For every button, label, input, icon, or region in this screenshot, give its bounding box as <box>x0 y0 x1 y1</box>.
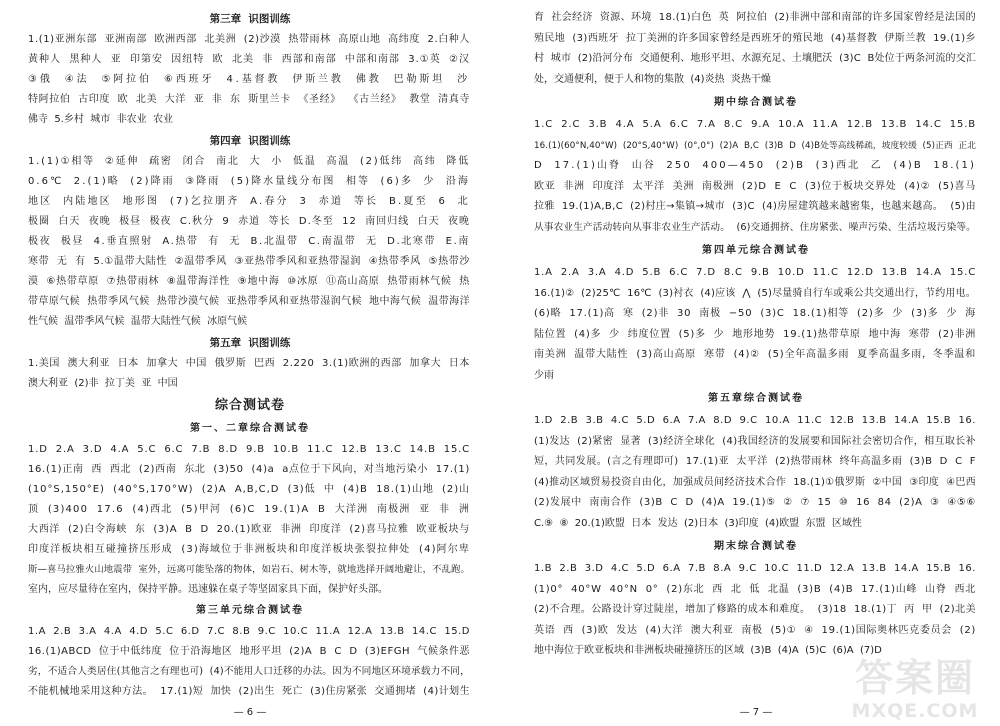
answer-line: 英语 西 (3)欧 发达 (4)大洋 澳大利亚 南极 (5)① ④ 19.(1)国际奥林匹克委员会 (2) <box>534 624 976 636</box>
answer-line: 欧亚 非洲 印度洋 太平洋 美洲 南极洲 (2)D E C (3)位于板块交界处 (4)② (5)喜马 <box>534 180 976 192</box>
right-page <box>534 0 978 726</box>
part-heading: 综合测试卷 <box>214 398 285 413</box>
test-heading: 第三单元综合测试卷 <box>196 605 304 616</box>
answer-line: 陆位置 (4)多 少 纬度位置 (5)多 少 地形地势 19.(1)热带草原 地中海 寒带 (2)非洲 <box>534 328 976 340</box>
answer-line: 1.B 2.B 3.D 4.C 5.D 6.A 7.B 8.A 9.C 10.C 11.D 12.A 13.B 14.A 15.B 16. <box>534 563 976 574</box>
answer-line: 16.(1)② (2)25℃ 16℃ (3)衬衣 (4)应该 ⋀ (5)尽量骑自行车或乘公共交通出行，节约用电。 <box>534 287 976 299</box>
answer-line: 1.A 2.B 3.A 4.A 4.D 5.C 6.D 7.C 8.B 9.C 10.C 11.A 12.A 13.B 14.C 15.D <box>28 626 470 637</box>
answer-line: (1)0° 40°W 40°N 0° (2)东北 西 北 低 北温 (3)B (4)B 17.(1)山峰 山脊 西北 <box>534 583 976 595</box>
answer-line: 1.(1)亚洲东部 亚洲南部 欧洲西部 北美洲 (2)沙漠 热带雨林 高原山地 高纬度 2.白种人 <box>28 34 470 45</box>
answer-line: 不能机械地采用这种方法。 17.(1)短 加快 (2)出生 死亡 (3)住房紧张 交通拥堵 (4)计划生 <box>28 686 470 697</box>
answer-line: 育 社会经济 资源、环境 18.(1)白色 英 阿拉伯 (2)非洲中部和南部的许多国家曾经是法国的 <box>534 12 976 23</box>
answer-line: 地中海位于欧亚板块和非洲板块碰撞挤压的区域 (3)B (4)A (5)C (6)A (7)D <box>534 645 882 656</box>
section-heading: 第五章 识图训练 <box>209 337 291 349</box>
answer-line: 1.美国 澳大利亚 日本 加拿大 中国 俄罗斯 巴西 2.220 3.(1)欧洲的西部 加拿大 日本 <box>28 358 470 369</box>
answer-line: 澳大利亚 (2)非 拉丁美 亚 中国 <box>28 378 178 389</box>
answer-line: 极夜 极昼 4.垂直照射 A.热带 有 无 B.北温带 C.南温带 无 D.北寒带 E.南 <box>28 236 470 247</box>
answer-line: 极圈 白天 夜晚 极昼 极夜 C.秋分 9 赤道 等长 D.冬至 12 南回归线 白天 夜晚 <box>28 216 470 227</box>
answer-line: 1.(1)①相等 ②延伸 疏密 闭合 南北 大 小 低温 高温 (2)低纬 高纬 降低 <box>28 156 470 167</box>
answer-line: 顶 (3)400 17.6 (4)西北 (5)甲河 (6)C 19.(1)A B 大洋洲 南极洲 亚 非 洲 <box>28 504 470 515</box>
answer-line: D 17.(1)山脊 山谷 250 400—450 (2)B (3)西北 乙 (4)B 18.(1) <box>534 160 976 171</box>
section-heading: 第四章 识图训练 <box>209 135 291 147</box>
answer-line: 劣，不适合人类居住(其他言之有理也可) (4)不能用人口迁移的办法。因为不同地区环境承载力不同， <box>28 666 470 677</box>
answer-line: 寒带 无 有 5.①温带大陆性 ②温带季风 ③亚热带季风和亚热带湿润 ④热带季风 ⑤热带沙 <box>28 256 470 267</box>
answer-line: 漠 ⑥热带草原 ⑦热带雨林 ⑧温带海洋性 ⑨地中海 ⑩冰原 ⑪高山高原 热带雨林气候 热 <box>28 276 470 287</box>
answer-line: 南美洲 温带大陆性 (3)高山高原 寒带 (4)② (5)全年高温多雨 夏季高温多雨，冬季温和 <box>534 349 976 360</box>
answer-line: 1.D 2.A 3.D 4.A 5.C 6.C 7.B 8.D 9.B 10.B 11.C 12.B 13.C 14.B 15.C <box>28 444 470 455</box>
answer-line: (4)推动区域贸易投资自由化，加强成员间经济技术合作 18.(1)①俄罗斯 ②中国 ③印度 ④巴西 <box>534 476 976 488</box>
answer-line: 室内，应尽量待在室内，保持平静。迅速躲在桌子等坚固家具下面，保护好头部。 <box>28 584 388 595</box>
answer-line: 特阿拉伯 古印度 欧 北美 大洋 亚 非 东 斯里兰卡 《圣经》 《古兰经》 教堂 清真寺 <box>28 94 470 105</box>
answer-line: (2)发展中 南南合作 (3)B C D (4)A 19.(1)⑤ ② ⑦ 15 ⑩ 16 84 (2)A ③ ④⑤⑥ <box>534 497 976 508</box>
answer-line: 佛寺 5.乡村 城市 非农业 农业 <box>28 114 173 125</box>
test-heading: 第五章综合测试卷 <box>708 393 804 404</box>
answer-line: C.⑨ ⑧ 20.(1)欧盟 日本 发达 (2)日本 (3)印度 (4)欧盟 东盟 区域性 <box>534 517 862 529</box>
answer-line: 斯—喜马拉雅火山地震带 室外，远离可能坠落的物体，如岩石、树木等，就地选择开阔地避让，不乱跑。 <box>28 564 470 575</box>
answer-line: (1)发达 (2)紧密 显著 (3)经济全球化 (4)我国经济的发展要和国际社会密切合作，相互取长补 <box>534 435 976 447</box>
left-page <box>28 0 472 726</box>
answer-line: 16.(1)正南 西 西北 (2)西南 东北 (3)50 (4)a a点位于下风向，对当地污染小 17.(1) <box>28 464 470 475</box>
answer-line: 1.D 2.B 3.B 4.C 5.D 6.A 7.A 8.D 9.C 10.A 11.C 12.B 13.B 14.A 15.B 16. <box>534 415 976 426</box>
section-heading: 第三章 识图训练 <box>209 13 291 25</box>
answer-line: 带草原气候 热带季风气候 热带沙漠气候 亚热带季风和亚热带湿润气候 地中海气候 温带海洋 <box>28 296 470 307</box>
test-heading: 第一、二章综合测试卷 <box>190 423 310 434</box>
answer-line: 拉雅 19.(1)A,B,C (2)村庄→集镇→城市 (3)C (4)房屋建筑越来越密集，也越来越高。 (5)由 <box>534 201 976 212</box>
test-heading: 期中综合测试卷 <box>714 97 798 108</box>
test-heading: 期末综合测试卷 <box>714 541 798 552</box>
answer-line: 从事农业生产活动转向从事非农业生产活动。 (6)交通拥挤、住房紧张、噪声污染、生活垃圾污染等。 <box>534 221 976 233</box>
answer-line: (10°S,150°E) (40°S,170°W) (2)A A,B,C,D (3)低 中 (4)B 18.(1)山地 (2)山 <box>28 484 470 495</box>
answer-line: 地区 内陆地区 地形图 (7)乞拉朋齐 A.春分 3 赤道 等长 B.夏至 6 北 <box>28 196 470 207</box>
answer-line: 村 城市 (2)沿河分布 交通便利、地形平坦、水源充足、土壤肥沃 (3)C B处位于两条河流的交汇 <box>534 53 976 64</box>
answer-line: (2)不合理。公路设计穿过陡崖，增加了修路的成本和难度。 (3)18 18.(1)丁 丙 甲 (2)北美 <box>534 604 976 615</box>
answer-line: 大西洋 (2)白令海峡 东 (3)A B D 20.(1)欧亚 非洲 印度洋 (2)喜马拉雅 欧亚板块与 <box>28 524 470 535</box>
answer-line: 短，共同发展。(言之有理即可) 17.(1)亚 太平洋 (2)热带雨林 终年高温多雨 (3)B D C F <box>534 456 976 467</box>
answer-line: 处，交通便利，便于人和物的集散 (4)炎热 炎热干燥 <box>534 73 771 85</box>
answer-line: 印度洋板块相互碰撞挤压形成 (3)海域位于非洲板块和印度洋板块张裂拉伸处 (4)阿尔卑 <box>28 544 470 555</box>
answer-line: (6)略 17.(1)高 寒 (2)非 30 南极 −50 (3)C 18.(1)相等 (2)多 少 (3)多 少 海 <box>534 308 976 319</box>
answer-line: 1.A 2.A 3.A 4.D 5.B 6.C 7.D 8.C 9.B 10.D 11.C 12.D 13.B 14.A 15.C <box>534 267 976 278</box>
answer-line: 1.C 2.C 3.B 4.A 5.A 6.C 7.A 8.C 9.A 10.A 11.A 12.B 13.B 14.C 15.B <box>534 119 976 130</box>
answer-line: 0.6℃ 2.(1)略 (2)降雨 ③降雨 (5)降水量线分布图 相等 (6)多 少 沿海 <box>28 176 470 187</box>
answer-line: 少雨 <box>534 369 554 381</box>
answer-line: 16.(1)ABCD 位于中低纬度 位于沿海地区 地形平坦 (2)A B C D (3)EFGH 气候条件恶 <box>28 646 470 657</box>
test-heading: 第四单元综合测试卷 <box>702 245 810 256</box>
answer-line: 殖民地 (3)西班牙 拉丁美洲的许多国家曾经是西班牙的殖民地 (4)基督教 伊斯兰教 19.(1)乡 <box>534 32 976 44</box>
page-number: — 7 — <box>739 707 773 718</box>
answer-line: 性气候 温带季风气候 温带大陆性气候 冰原气候 <box>28 316 248 327</box>
answer-line: 16.(1)(60°N,40°W) (20°S,40°W) (0°,0°) (2)A B,C (3)B D (4)B处等高线稀疏，坡度较缓 (5)正西 正北 <box>534 140 976 151</box>
watermark-logo-text: 答案圈 <box>854 656 975 700</box>
answer-line: ③俄 ④法 ⑤阿拉伯 ⑥西班牙 4.基督教 伊斯兰教 佛教 巴勒斯坦 沙 <box>28 74 470 85</box>
page-number: — 6 — <box>233 707 267 718</box>
answer-line: 黄种人 黑种人 亚 印第安 因纽特 欧 北美 非 西部和南部 中部和南部 3.①英 ②汉 <box>28 54 470 65</box>
watermark-url: MXQE.COM <box>851 700 979 722</box>
